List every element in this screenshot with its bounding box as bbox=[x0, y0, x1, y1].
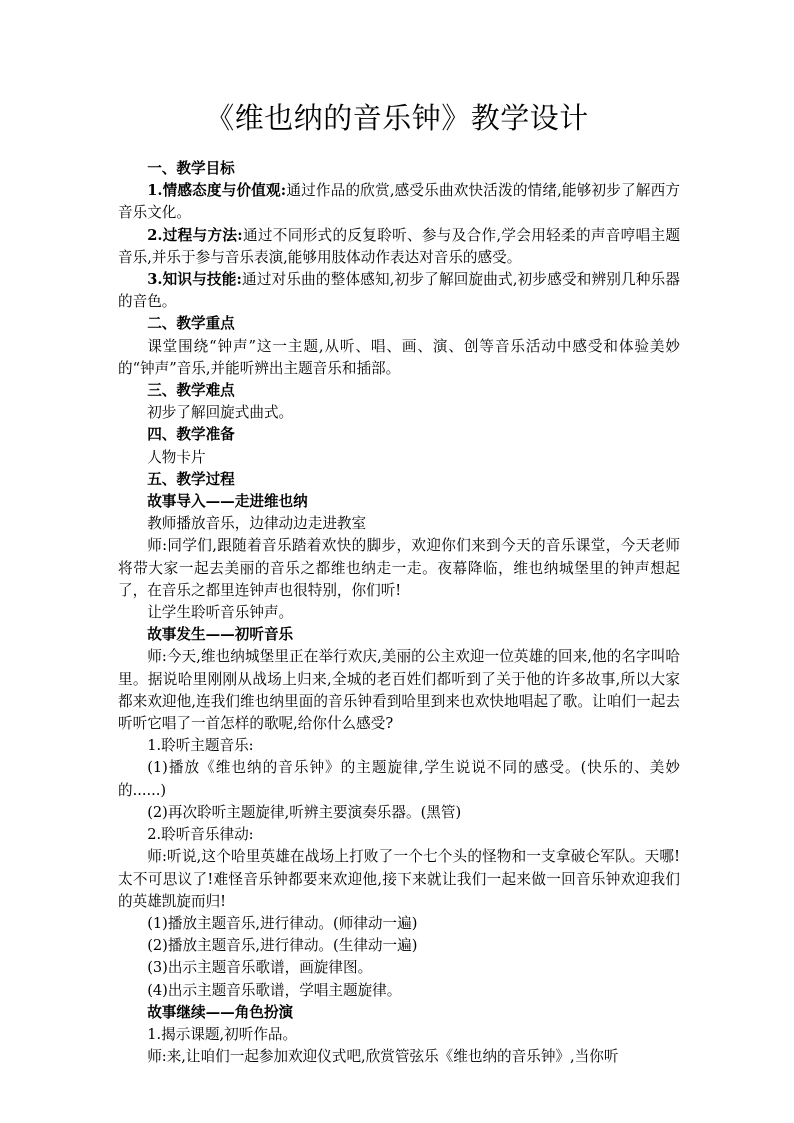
preparation-text: 人物卡片 bbox=[147, 448, 206, 466]
story-heading-roleplay: 故事继续——角色扮演 bbox=[147, 1003, 294, 1021]
goal-label-3: 3.知识与技能: bbox=[147, 271, 242, 289]
paragraph: 教师播放音乐，边律动边走进教室 bbox=[147, 515, 367, 533]
document-body bbox=[118, 158, 680, 1068]
key-points-text: 课堂围绕“钟声”这一主题,从听、唱、画、演、创等音乐活动中感受和体验美妙的“钟声”音乐,并能听辨出主题音乐和插部。 bbox=[118, 337, 680, 377]
section-heading-key-points: 二、教学重点 bbox=[147, 315, 235, 333]
goal-item-1 bbox=[118, 180, 680, 224]
paragraph: 1.聆听主题音乐: bbox=[147, 737, 254, 755]
paragraph: (3)出示主题音乐歌谱，画旋律图。 bbox=[147, 959, 373, 977]
story-heading-intro: 故事导入——走进维也纳 bbox=[147, 493, 308, 511]
paragraph: 师:来,让咱们一起参加欢迎仪式吧,欣赏管弦乐《维也纳的音乐钟》,当你听 bbox=[147, 1048, 619, 1066]
paragraph: 2.聆听音乐律动: bbox=[147, 826, 254, 844]
goal-item-2 bbox=[118, 225, 680, 269]
goal-text-2: 通过不同形式的反复聆听、参与及合作,学会用轻柔的声音哼唱主题音乐,并乐于参与音乐表演,能够用肢体动作表达对音乐的感受。 bbox=[118, 226, 680, 266]
paragraph: 让学生聆听音乐钟声。 bbox=[147, 604, 294, 622]
paragraph: 师:同学们,跟随着音乐踏着欢快的脚步，欢迎你们来到今天的音乐课堂，今天老师将带大家一起去美丽的音乐之都维也纳走一走。夜幕降临，维也纳城堡里的钟声想起了，在音乐之都里连钟声也很特别，你们听! bbox=[118, 537, 680, 599]
paragraph: 师:今天,维也纳城堡里正在举行欢庆,美丽的公主欢迎一位英雄的回来,他的名字叫哈里。据说哈里刚刚从战场上归来,全城的老百姓们都听到了关于他的许多故事,所以大家都来欢迎他,连我们维也纳里面的音乐钟看到哈里到来也欢快地唱起了歌。让咱们一起去听听它唱了一首怎样的歌呢,给你什么感受? bbox=[118, 648, 680, 733]
section-heading-goals: 一、教学目标 bbox=[147, 160, 235, 177]
section-heading-difficulties: 三、教学难点 bbox=[147, 382, 235, 400]
goal-item-3 bbox=[118, 269, 680, 313]
section-heading-preparation: 四、教学准备 bbox=[147, 426, 235, 444]
paragraph: (1)播放主题音乐,进行律动。(师律动一遍) bbox=[147, 914, 418, 932]
document-title: 《维也纳的音乐钟》教学设计 bbox=[205, 101, 589, 135]
goal-text-3: 通过对乐曲的整体感知,初步了解回旋曲式,初步感受和辨别几种乐器的音色。 bbox=[118, 271, 681, 311]
paragraph: 师:听说,这个哈里英雄在战场上打败了一个七个头的怪物和一支拿破仑军队。天哪!太不可思议了!难怪音乐钟都要来欢迎他,接下来就让我们一起来做一回音乐钟欢迎我们的英雄凯旋而归! bbox=[118, 848, 680, 910]
goal-text-1: 通过作品的欣赏,感受乐曲欢快活泼的情绪,能够初步了解西方音乐文化。 bbox=[118, 182, 681, 222]
paragraph: (2)再次聆听主题旋律,听辨主要演奏乐器。(黑管) bbox=[147, 803, 462, 821]
paragraph: (1)播放《维也纳的音乐钟》的主题旋律,学生说说不同的感受。(快乐的、美妙的......) bbox=[118, 759, 680, 799]
section-heading-process: 五、教学过程 bbox=[147, 470, 235, 488]
paragraph: 1.揭示课题,初听作品。 bbox=[147, 1025, 298, 1043]
goal-label-2: 2.过程与方法: bbox=[147, 226, 243, 244]
goal-label-1: 1.情感态度与价值观: bbox=[147, 182, 287, 200]
story-heading-listening: 故事发生——初听音乐 bbox=[147, 626, 294, 644]
paragraph: (4)出示主题音乐歌谱，学唱主题旋律。 bbox=[147, 981, 402, 999]
difficulties-text: 初步了解回旋式曲式。 bbox=[147, 404, 294, 422]
paragraph: (2)播放主题音乐,进行律动。(生律动一遍) bbox=[147, 937, 418, 955]
